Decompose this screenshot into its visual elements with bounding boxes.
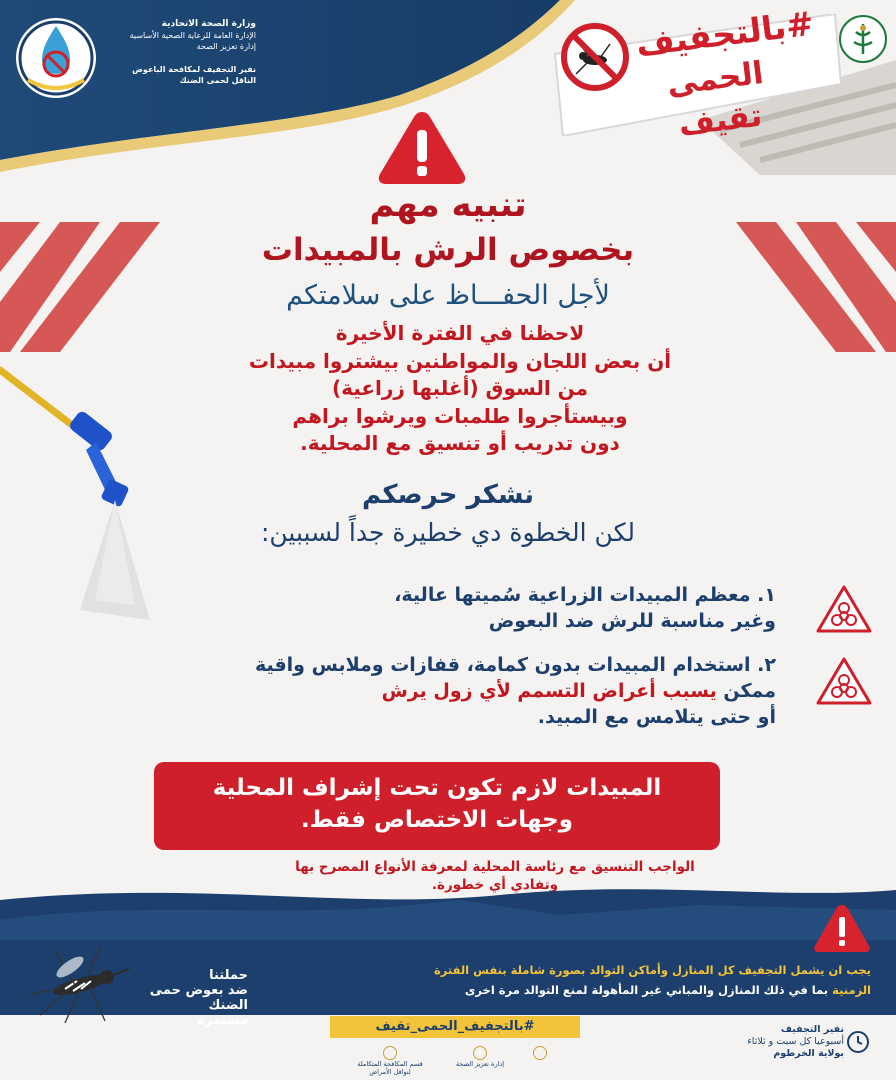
reason-2-line-2-emphasis: يسبب أعراض التسمم لأي زول يرش [381, 680, 717, 702]
notice-line: دون تدريب أو تنسيق مع المحلية. [300, 431, 620, 455]
notice-line: من السوق (أغلبها زراعية) [331, 376, 589, 400]
seal-icon [473, 1046, 487, 1060]
biohazard-icon [815, 584, 873, 634]
directorate-name: الإدارة العامة للرعاية الصحية الأساسية [129, 31, 256, 40]
vector-control-label: قسم المكافحة المتكاملة لنواقل الأمراض [357, 1060, 423, 1076]
schedule-line-2: أسبوعيا كل سبت و ثلاثاء [747, 1036, 844, 1047]
health-promotion-logo [450, 1046, 510, 1068]
reason-2-line-1: ٢. استخدام المبيدات بدون كمامة، قفازات وملابس واقية [254, 654, 776, 676]
coordination-line-1: الواجب التنسيق مع رئاسة المحلية لمعرفة الأنواع المصرح بها [295, 859, 695, 875]
alert-box [154, 762, 720, 850]
reason-2-line-3: أو حتى يتلامس مع المبيد. [537, 706, 776, 728]
schedule-line-3: بولاية الخرطوم [773, 1048, 844, 1059]
alert-box-line-2: وجهات الاختصاص فقط. [300, 807, 573, 833]
program-line-2: الناقل لحمى الضنك [179, 76, 256, 85]
schedule-line-1: نفير التجفيف [780, 1024, 844, 1035]
reason-2 [176, 652, 776, 730]
health-promotion-label: إدارة تعزيز الصحة [455, 1060, 505, 1068]
page-tagline: لأجل الحفـــاظ على سلامتكم [286, 280, 610, 311]
footer-hashtag: #بالتجفيف_الحمى_تقيف [330, 1016, 580, 1038]
notice-paragraph [200, 320, 720, 458]
footer-notice-line-1: يجب ان يشمل التجفيف كل المنازل وأماكن التوالد بصورة شاملة بنفس الفترة [433, 963, 871, 977]
ministry-block [96, 18, 256, 86]
coordination-line-2: وتفادي أي خطورة. [431, 877, 559, 893]
reason-2-line-2 [176, 678, 776, 704]
department-name: إدارة تعزيز الصحة [196, 42, 256, 51]
vector-control-logo [355, 1046, 425, 1076]
page-title: تنبيه مهم [369, 185, 527, 225]
notice-line: وبيستأجروا طلمبات ويرشوا براهم [292, 403, 628, 428]
thanks-heading: نشكر حرصكم [361, 480, 535, 510]
seal-icon [383, 1046, 397, 1060]
notice-line: لاحظنا في الفترة الأخيرة [335, 321, 585, 345]
warning-intro: لكن الخطوة دي خطيرة جداً لسببين: [260, 518, 636, 547]
campaign-line-1: حملتنا [209, 968, 248, 983]
ministry-emblem [838, 14, 888, 64]
footer-emblem [520, 1046, 560, 1060]
warning-icon [376, 108, 468, 186]
reason-1 [176, 582, 776, 634]
alert-box-line-1: المبيدات لازم تكون تحت إشراف المحلية [212, 775, 662, 801]
mosquito-icon [25, 945, 130, 1025]
biohazard-icon [815, 656, 873, 706]
campaign-continues-text [128, 968, 248, 1028]
footer-warning-icon [812, 902, 872, 954]
reason-1-line-2: وغير مناسبة للرش ضد البعوض [488, 610, 776, 632]
program-line-1: نفير التجفيف لمكافحة الباعوض [132, 65, 256, 74]
hashtag-line-1: #بالتجفيف [633, 3, 816, 65]
footer-notice [271, 960, 871, 1000]
footer-notice-line-2 [271, 980, 871, 1000]
reason-2-line-2-prefix: ممكن [716, 680, 776, 702]
spray-schedule [724, 1024, 844, 1060]
notice-line: أن بعض اللجان والمواطنين بيشتروا مبيدات [248, 348, 672, 373]
campaign-line-3: مستمرة [196, 1013, 248, 1028]
hashtag-line-2: الحمى تقيف [665, 55, 766, 144]
footer-notice-emphasis: الزمنية [832, 983, 871, 997]
page-subtitle: بخصوص الرش بالمبيدات [261, 232, 635, 268]
hashtag-slogan [623, 0, 837, 151]
footer-notice-rest: بما في ذلك المنازل والمباني غير المأهولة لمنع التوالد مرة اخرى [464, 983, 833, 997]
seal-icon [533, 1046, 547, 1060]
ministry-name: وزارة الصحة الاتحادية [161, 19, 256, 29]
clock-icon [846, 1030, 870, 1054]
campaign-logo [14, 16, 98, 100]
reason-1-line-1: ١. معظم المبيدات الزراعية سُميتها عالية، [394, 584, 776, 606]
campaign-line-2: ضد بعوض حمى الضنك [149, 983, 248, 1013]
no-mosquito-icon [560, 22, 630, 92]
